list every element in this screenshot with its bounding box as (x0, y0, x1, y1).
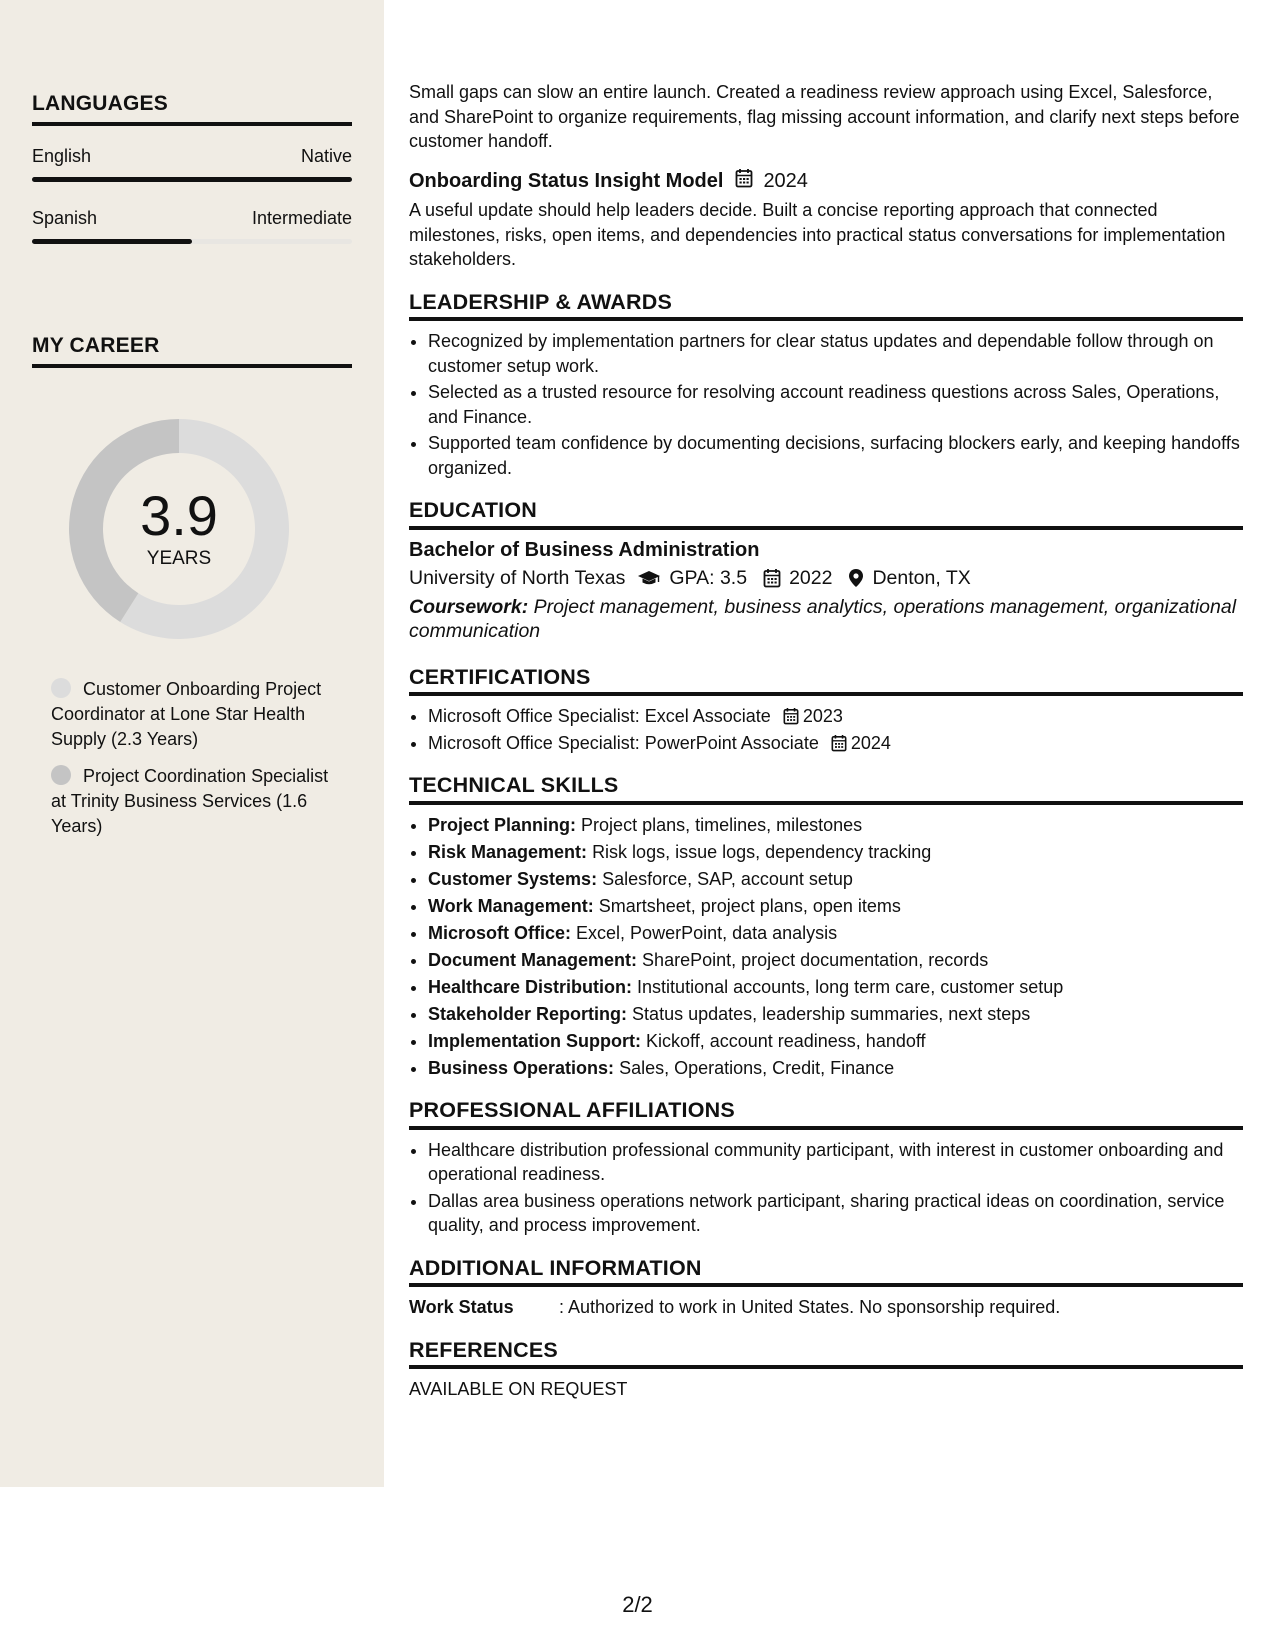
legend-dot-icon (51, 765, 71, 785)
skill-item (428, 975, 1243, 1000)
project-description: Small gaps can slow an entire launch. Created a readiness review approach using Excel, Salesforce, and SharePoint to organize requirements, flag missing account information, and clarify next steps before customer handoff. (409, 82, 1240, 151)
work-status-label: Work Status (409, 1297, 514, 1317)
language-level: Native (300, 146, 352, 166)
graduation-cap-icon (637, 569, 661, 587)
skill-item (428, 1029, 1243, 1054)
skill-item (428, 921, 1243, 946)
certifications-heading: CERTIFICATIONS (409, 665, 1243, 697)
language-proficiency-bar (32, 239, 352, 244)
references-heading: REFERENCES (409, 1338, 1243, 1370)
skill-value: Status updates, leadership summaries, next steps (632, 1003, 1031, 1024)
skill-label: Work Management: (428, 895, 594, 916)
language-name: English (32, 146, 92, 166)
career-total-unit: YEARS (146, 548, 212, 569)
skill-value: Salesforce, SAP, account setup (602, 868, 853, 889)
career-donut-chart (66, 416, 292, 642)
certification-name: • Microsoft Office Specialist: Excel Associate (428, 706, 771, 726)
project-year: 2024 (763, 169, 808, 192)
skill-item (428, 813, 1243, 838)
additional-info-heading: ADDITIONAL INFORMATION (409, 1256, 1243, 1288)
skill-value: Excel, PowerPoint, data analysis (576, 922, 838, 943)
leadership-heading: LEADERSHIP & AWARDS (409, 290, 1243, 322)
career-legend-item (51, 764, 341, 839)
calendar-icon (783, 707, 799, 725)
project-description: A useful update should help leaders decide. Built a concise reporting approach that connected milestones, risks, open items, and dependencies into practical status conversations for implementation stakeholders. (409, 200, 1226, 269)
language-proficiency-bar (32, 177, 352, 182)
page-number: 2/2 (622, 1592, 653, 1617)
skill-item (428, 948, 1243, 973)
career-section (32, 334, 352, 368)
degree-title: Bachelor of Business Administration (409, 538, 760, 561)
calendar-icon (763, 568, 781, 588)
references-text: AVAILABLE ON REQUEST (409, 1379, 628, 1399)
career-legend (51, 677, 341, 851)
graduation-year: 2022 (789, 567, 833, 589)
skill-item (428, 1056, 1243, 1081)
list-item: • Dallas area business operations network participant, sharing practical ideas on coordination, service quality, and process improvement. (428, 1189, 1243, 1238)
skill-value: Sales, Operations, Credit, Finance (619, 1057, 895, 1078)
languages-section (32, 92, 352, 244)
affiliations-heading: PROFESSIONAL AFFILIATIONS (409, 1098, 1243, 1130)
calendar-icon (831, 734, 847, 752)
skill-label: Microsoft Office: (428, 922, 572, 943)
education-heading: EDUCATION (409, 498, 1243, 530)
career-total-value: 3.9 (140, 484, 218, 547)
skill-value: SharePoint, project documentation, records (642, 949, 989, 970)
skills-list (409, 813, 1243, 1081)
list-item: • Selected as a trusted resource for resolving account readiness questions across Sales, Operations, and Finance. (428, 380, 1243, 429)
gpa: GPA: 3.5 (669, 567, 748, 589)
school-name: University of North Texas (409, 567, 626, 589)
skill-label: Project Planning: (428, 814, 577, 835)
skill-label: Implementation Support: (428, 1030, 641, 1051)
certifications-list (409, 704, 1243, 755)
education-location: Denton, TX (872, 567, 971, 589)
skill-label: Stakeholder Reporting: (428, 1003, 628, 1024)
coursework (409, 595, 1243, 643)
sidebar (0, 0, 384, 1487)
language-item (32, 146, 352, 182)
languages-heading: LANGUAGES (32, 92, 352, 126)
skill-item (428, 867, 1243, 892)
calendar-icon (735, 168, 753, 195)
language-name: Spanish (32, 208, 98, 228)
language-proficiency-fill (32, 239, 192, 244)
career-role-label: Project Coordination Specialist at Trinity Business Services (1.6 Years) (51, 766, 329, 836)
work-status-row (409, 1295, 1243, 1320)
list-item: • Recognized by implementation partners for clear status updates and dependable follow through on customer setup work. (428, 329, 1243, 378)
skills-heading: TECHNICAL SKILLS (409, 773, 1243, 805)
list-item: • Healthcare distribution professional community participant, with interest in customer onboarding and operational readiness. (428, 1138, 1243, 1187)
skill-value: Kickoff, account readiness, handoff (646, 1030, 926, 1051)
career-legend-item (51, 677, 341, 752)
language-item (32, 208, 352, 244)
skill-item (428, 840, 1243, 865)
skill-label: Healthcare Distribution: (428, 976, 633, 997)
work-status-value: : Authorized to work in United States. No sponsorship required. (559, 1297, 1061, 1317)
skill-label: Document Management: (428, 949, 638, 970)
skill-value: Institutional accounts, long term care, customer setup (637, 976, 1064, 997)
project-title-row (409, 168, 1243, 195)
skill-value: Project plans, timelines, milestones (581, 814, 863, 835)
coursework-label: Coursework: (409, 595, 529, 618)
certification-year: 2023 (802, 706, 843, 726)
legend-dot-icon (51, 678, 71, 698)
list-item: • Supported team confidence by documenting decisions, surfacing blockers early, and keeping handoffs organized. (428, 431, 1243, 480)
coursework-text: Project management, business analytics, operations management, organizational communication (409, 595, 1237, 642)
skill-value: Risk logs, issue logs, dependency tracking (592, 841, 932, 862)
skill-item (428, 1002, 1243, 1027)
certification-name: • Microsoft Office Specialist: PowerPoint Associate (428, 732, 819, 753)
skill-label: Business Operations: (428, 1057, 615, 1078)
skill-label: Customer Systems: (428, 868, 598, 889)
language-proficiency-fill (32, 177, 352, 182)
career-heading: MY CAREER (32, 334, 352, 368)
main-content (409, 80, 1243, 1402)
skill-value: Smartsheet, project plans, open items (598, 895, 901, 916)
affiliations-list (409, 1138, 1243, 1238)
skill-item (428, 894, 1243, 919)
skill-label: Risk Management: (428, 841, 588, 862)
list-item (428, 704, 1243, 729)
location-pin-icon (848, 568, 864, 588)
language-level: Intermediate (251, 208, 352, 228)
leadership-list (409, 329, 1243, 480)
project-title: Onboarding Status Insight Model (409, 169, 724, 192)
certification-year: 2024 (850, 732, 891, 753)
career-role-label: Customer Onboarding Project Coordinator at Lone Star Health Supply (2.3 Years) (51, 679, 322, 749)
list-item (428, 731, 1243, 756)
education-meta (409, 566, 1243, 591)
